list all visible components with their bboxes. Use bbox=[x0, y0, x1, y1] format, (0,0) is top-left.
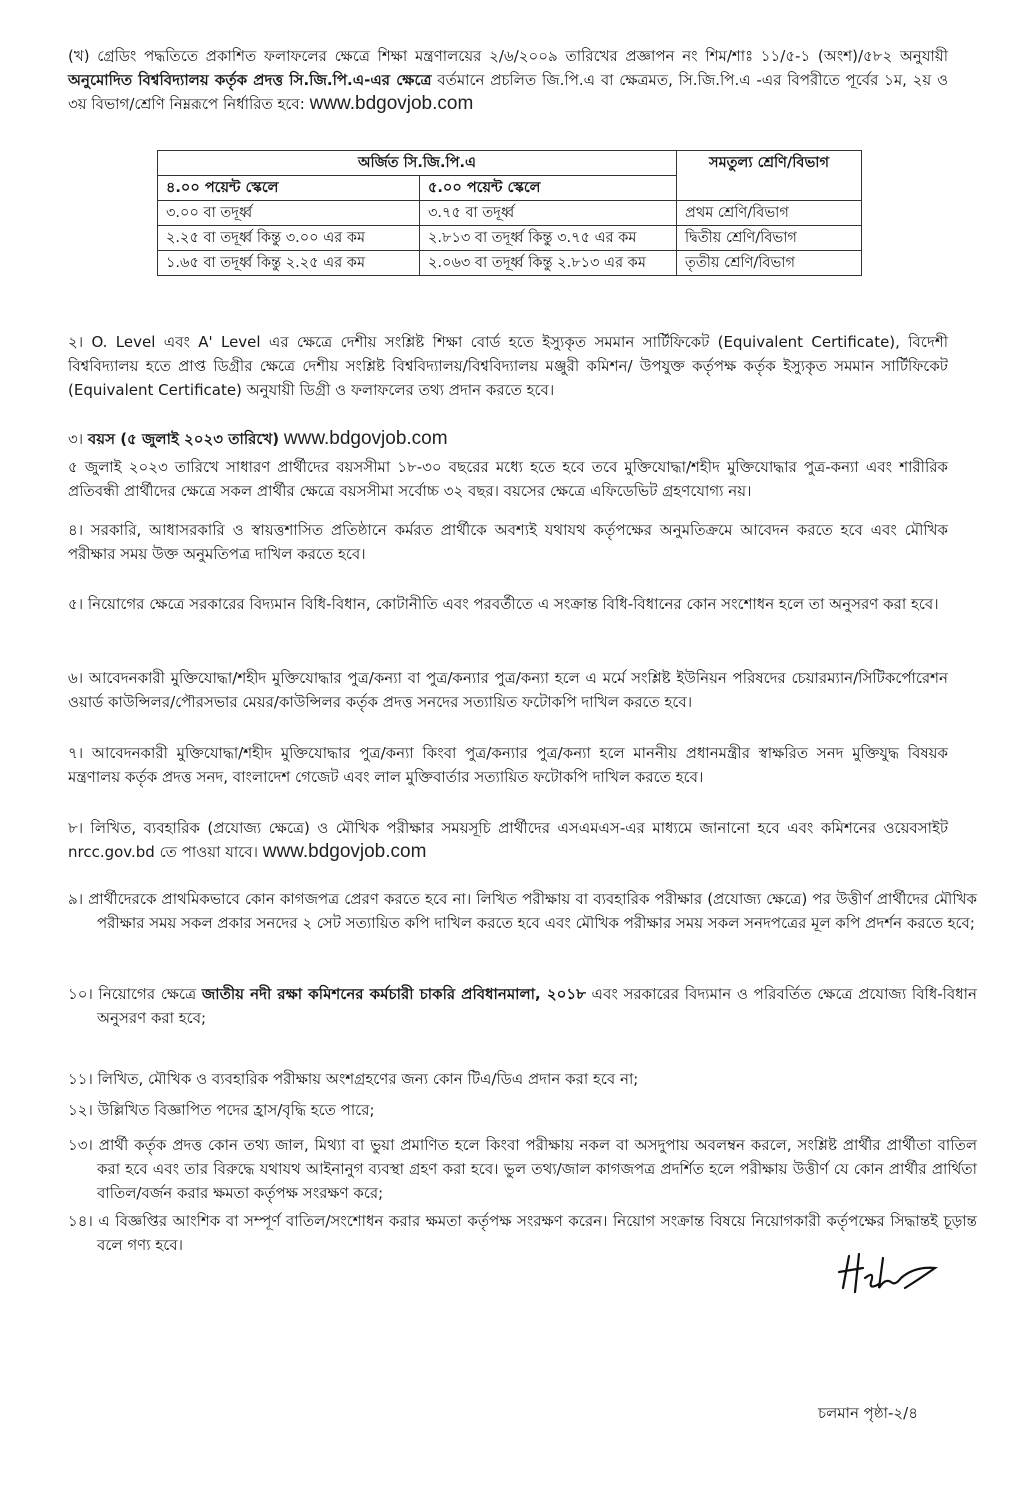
header-equivalent: সমতুল্য শ্রেণি/বিভাগ bbox=[677, 151, 862, 201]
item-9: ৯। প্রার্থীদেরকে প্রাথমিকভাবে কোন কাগজপত্র প্রেরণ করতে হবে না। লিখিত পরীক্ষায় বা ব্যবহারিক পরীক্ষার (প্রযোজ্য ক্ষেত্রে) পর উত্তীর্ণ প্রার্থীদের মৌখিক পরীক্ষার সময় সকল প্রকার সনদের ২ সেট সত্যায়িত কপি দাখিল করতে হবে এবং মৌখিক পরীক্ষার সময় সকল সনদপত্রের মূল কপি প্রদর্শন করতে হবে; bbox=[68, 890, 977, 932]
item-13: ১৩। প্রার্থী কর্তৃক প্রদত্ত কোন তথ্য জাল, মিথ্যা বা ভুয়া প্রমাণিত হলে কিংবা পরীক্ষায় নকল বা অসদুপায় অবলম্বন করলে, সংশ্লিষ্ট প্রার্থীর প্রার্থীতা বাতিল করা হবে এবং তার বিরুদ্ধে যথাযথ আইনানুগ ব্যবস্থা গ্রহণ করা হবে। ভুল তথ্য/জাল কাগজপত্র প্রদর্শিত হলে পরীক্ষায় উত্তীর্ণ যে কোন প্রার্থীর প্রার্থিতা বাতিল/বর্জন করার ক্ষমতা কর্তৃপক্ষ সংরক্ষণ করে; bbox=[68, 1136, 977, 1202]
item-14: ১৪। এ বিজ্ঞপ্তির আংশিক বা সম্পূর্ণ বাতিল/সংশোধন করার ক্ষমতা কর্তৃপক্ষ সংরক্ষণ করেন। নিয়োগ সংক্রান্ত বিষয়ে নিয়োগকারী কর্তৃপক্ষের সিদ্ধান্তই চূড়ান্ত বলে গণ্য হবে। bbox=[68, 1212, 977, 1254]
item-3-heading: ৩। বয়স (৫ জুলাই ২০২৩ তারিখে) www.bdgovjob.com bbox=[68, 428, 448, 449]
header-cgpa: অর্জিত সি.জি.পি.এ bbox=[158, 151, 677, 176]
signature-icon bbox=[835, 1248, 945, 1298]
table-row: ১.৬৫ বা তদূর্ধ্ব কিন্তু ২.২৫ এর কম ২.০৬৩ বা তদূর্ধ্ব কিন্তু ২.৮১৩ এর কম তৃতীয় শ্রেণি/বিভাগ bbox=[158, 251, 862, 276]
table-row: ২.২৫ বা তদূর্ধ্ব কিন্তু ৩.০০ এর কম ২.৮১৩ বা তদূর্ধ্ব কিন্তু ৩.৭৫ এর কম দ্বিতীয় শ্রেণি/বিভাগ bbox=[158, 226, 862, 251]
item-12: ১২। উল্লিখিত বিজ্ঞাপিত পদের হ্রাস/বৃদ্ধি হতে পারে; bbox=[68, 1101, 375, 1119]
watermark-url: www.bdgovjob.com bbox=[283, 428, 448, 449]
cgpa-table bbox=[157, 150, 862, 276]
cgpa-bold-text: অনুমোদিত বিশ্ববিদ্যালয় কর্তৃক প্রদত্ত সি.জি.পি.এ-এর ক্ষেত্রে bbox=[68, 71, 432, 89]
grading-paragraph: (খ) গ্রেডিং পদ্ধতিতে প্রকাশিত ফলাফলের ক্ষেত্রে শিক্ষা মন্ত্রণালয়ের ২/৬/২০০৯ তারিখের প্রজ্ঞাপন নং শিম/শাঃ ১১/৫-১ (অংশ)/৫৮২ অনুযায়ী অনুমোদিত বিশ্ববিদ্যালয় কর্তৃক প্রদত্ত সি.জি.পি.এ-এর ক্ষেত্রে বর্তমানে প্রচলিত জি.পি.এ বা ক্ষেত্রমত, সি.জি.পি.এ -এর বিপরীতে পূর্বের ১ম, ২য় ও ৩য় বিভাগ/শ্রেণি নিম্নরূপে নির্ধারিত হবে: www.bdgovjob.com bbox=[68, 47, 948, 114]
watermark-url: www.bdgovjob.com bbox=[262, 841, 427, 862]
table-row: ৩.০০ বা তদূর্ধ্ব ৩.৭৫ বা তদূর্ধ্ব প্রথম শ্রেণি/বিভাগ bbox=[158, 201, 862, 226]
item-5: ৫। নিয়োগের ক্ষেত্রে সরকারের বিদ্যমান বিধি-বিধান, কোটানীতি এবং পরবর্তীতে এ সংক্রান্ত বিধি-বিধানের কোন সংশোধন হলে তা অনুসরণ করা হবে। bbox=[68, 595, 939, 613]
header-scale-5: ৫.০০ পয়েন্ট স্কেলে bbox=[420, 176, 677, 201]
item-2: ২। O. Level এবং A' Level এর ক্ষেত্রে দেশীয় সংশ্লিষ্ট শিক্ষা বোর্ড হতে ইস্যুকৃত সমমান সার্টিফিকেট (Equivalent Certificate), বিদেশী বিশ্ববিদ্যালয় হতে প্রাপ্ত ডিগ্রীর ক্ষেত্রে দেশীয় সংশ্লিষ্ট বিশ্ববিদ্যালয়/বিশ্ববিদ্যালয় মঞ্জুরী কমিশন/ উপযুক্ত কর্তৃপক্ষ কর্তৃক ইস্যুকৃত সমমান সার্টিফিকেট (Equivalent Certificate) অনুযায়ী ডিগ্রী ও ফলাফলের তথ্য প্রদান করতে হবে। bbox=[68, 333, 948, 399]
item-3: ৫ জুলাই ২০২৩ তারিখে সাধারণ প্রার্থীদের বয়সসীমা ১৮-৩০ বছরের মধ্যে হতে হবে তবে মুক্তিযোদ্ধা/শহীদ মুক্তিযোদ্ধার পুত্র-কন্যা এবং শারীরিক প্রতিবন্ধী প্রার্থীদের ক্ষেত্রে সকল প্রার্থীর ক্ষেত্রে বয়সসীমা সর্বোচ্চ ৩২ বছর। বয়সের ক্ষেত্রে এফিডেভিট গ্রহণযোগ্য নয়। bbox=[68, 458, 948, 500]
page-footer: চলমান পৃষ্ঠা-২/৪ bbox=[818, 1404, 918, 1422]
item-10: ১০। নিয়োগের ক্ষেত্রে জাতীয় নদী রক্ষা কমিশনের কর্মচারী চাকরি প্রবিধানমালা, ২০১৮ এবং সরকারের বিদ্যমান ও পরিবর্তিত ক্ষেত্রে প্রযোজ্য বিধি-বিধান অনুসরণ করা হবে; bbox=[68, 985, 977, 1027]
item-11: ১১। লিখিত, মৌখিক ও ব্যবহারিক পরীক্ষায় অংশগ্রহণের জন্য কোন টিএ/ডিএ প্রদান করা হবে না; bbox=[68, 1070, 639, 1088]
item-6: ৬। আবেদনকারী মুক্তিযোদ্ধা/শহীদ মুক্তিযোদ্ধার পুত্র/কন্যা বা পুত্র/কন্যার পুত্র/কন্যা হলে এ মর্মে সংশ্লিষ্ট ইউনিয়ন পরিষদের চেয়ারম্যান/সিটিকর্পোরেশন ওয়ার্ড কাউন্সিলর/পৌরসভার মেয়র/কাউন্সিলর কর্তৃক প্রদত্ত সনদের সত্যায়িত ফটোকপি দাখিল করতে হবে। bbox=[68, 669, 948, 711]
header-scale-4: ৪.০০ পয়েন্ট স্কেলে bbox=[158, 176, 420, 201]
watermark-url: www.bdgovjob.com bbox=[309, 93, 474, 114]
item-7: ৭। আবেদনকারী মুক্তিযোদ্ধা/শহীদ মুক্তিযোদ্ধার পুত্র/কন্যা কিংবা পুত্র/কন্যার পুত্র/কন্যা হলে মাননীয় প্রধানমন্ত্রীর স্বাক্ষরিত সনদ মুক্তিযুদ্ধ বিষয়ক মন্ত্রণালয় কর্তৃক প্রদত্ত সনদ, বাংলাদেশ গেজেট এবং লাল মুক্তিবার্তার সত্যায়িত ফটোকপি দাখিল করতে হবে। bbox=[68, 744, 948, 786]
item-8: ৮। লিখিত, ব্যবহারিক (প্রযোজ্য ক্ষেত্রে) ও মৌখিক পরীক্ষার সময়সূচি প্রার্থীদের এসএমএস-এর মাধ্যমে জানানো হবে এবং কমিশনের ওয়েবসাইট nrcc.gov.bd তে পাওয়া যাবে। www.bdgovjob.com bbox=[68, 819, 948, 862]
item-4: ৪। সরকারি, আধাসরকারি ও স্বায়ত্তশাসিত প্রতিষ্ঠানে কর্মরত প্রার্থীকে অবশ্যই যথাযথ কর্তৃপক্ষের অনুমতিক্রমে আবেদন করতে হবে এবং মৌখিক পরীক্ষার সময় উক্ত অনুমতিপত্র দাখিল করতে হবে। bbox=[68, 521, 948, 563]
